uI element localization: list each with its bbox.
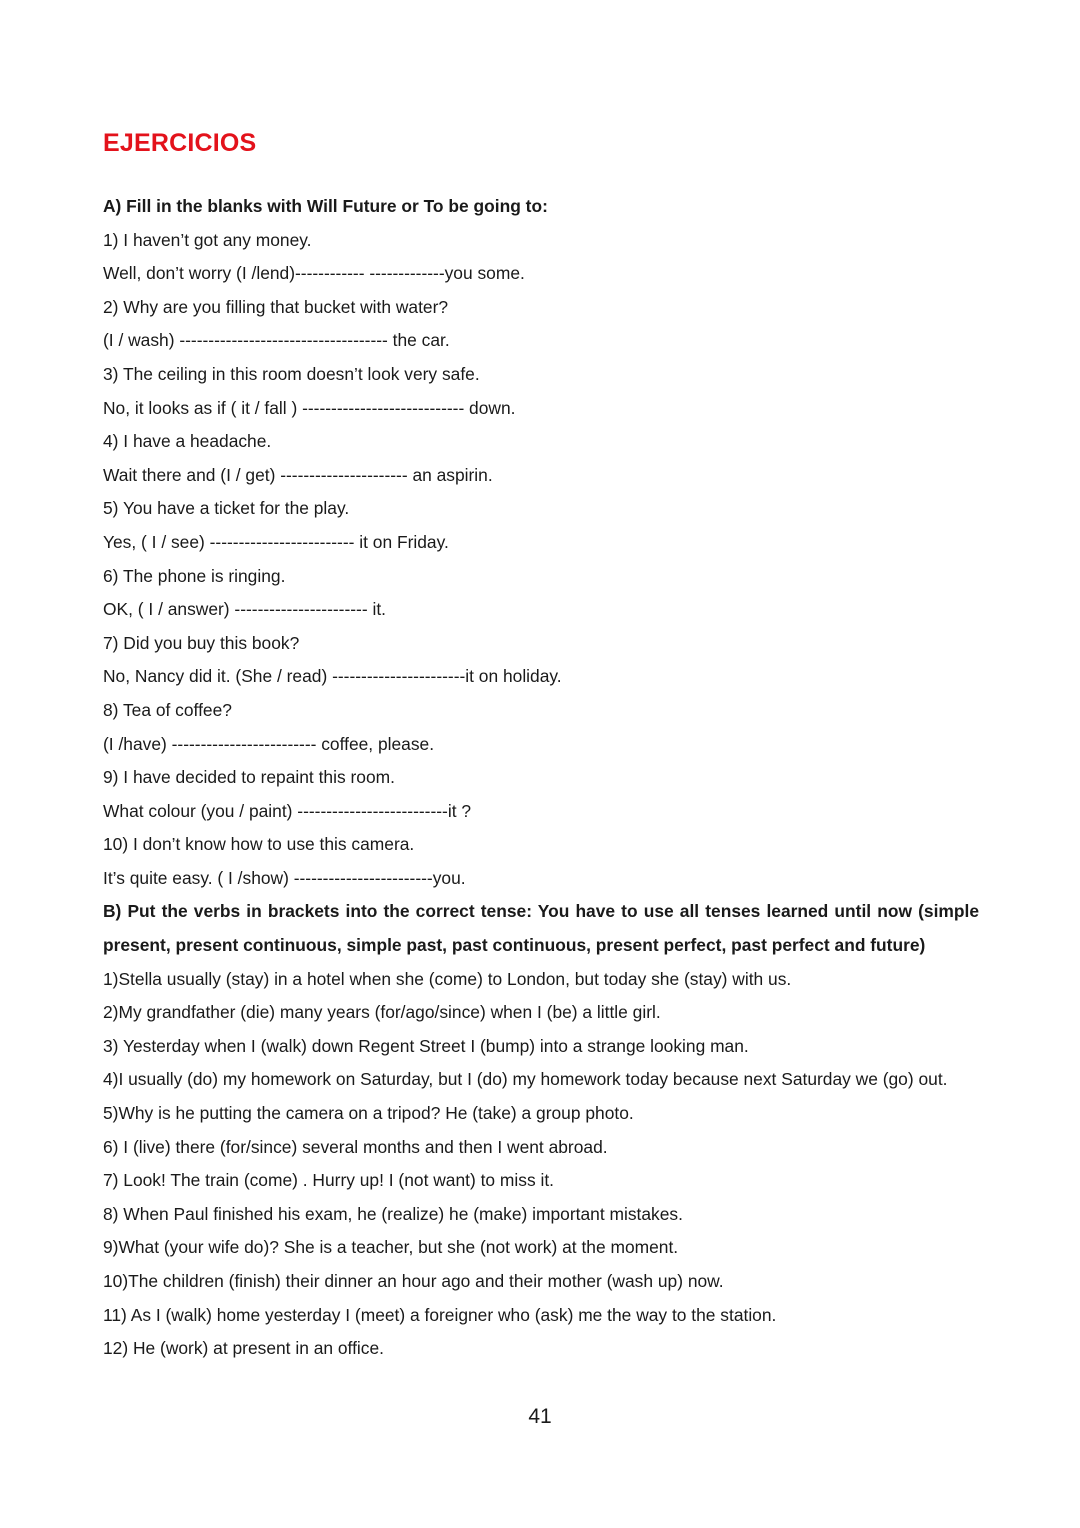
list-item: No, it looks as if ( it / fall ) ---------------------------- down. [103, 397, 516, 418]
page-number: 41 [528, 1405, 552, 1428]
list-item: 7) Look! The train (come) . Hurry up! I (not want) to miss it. [103, 1170, 555, 1191]
list-item: It’s quite easy. ( I /show) ------------------------you. [103, 867, 466, 888]
list-item: (I / wash) ------------------------------------ the car. [103, 330, 450, 351]
section-b-heading: B) Put the verbs in brackets into the correct tense: You have to use all tenses learned until now (simple present, present continuous, simple past, past continuous, present perfect, past perfect and future) [103, 901, 979, 956]
list-item: 5)Why is he putting the camera on a tripod? He (take) a group photo. [103, 1103, 634, 1124]
section-a-heading: A) Fill in the blanks with Will Future or To be going to: [103, 196, 548, 216]
list-item: 9) I have decided to repaint this room. [103, 767, 395, 788]
section-b [103, 895, 983, 1365]
list-item: 3) Yesterday when I (walk) down Regent Street I (bump) into a strange looking man. [103, 1035, 749, 1056]
list-item: No, Nancy did it. (She / read) -----------------------it on holiday. [103, 666, 562, 687]
page-title: EJERCICIOS [103, 129, 257, 157]
list-item: 6) The phone is ringing. [103, 565, 286, 586]
list-item: OK, ( I / answer) ----------------------- it. [103, 599, 386, 620]
list-item: (I /have) ------------------------- coffee, please. [103, 733, 435, 754]
list-item: 2) Why are you filling that bucket with water? [103, 296, 449, 317]
list-item: 4)I usually (do) my homework on Saturday, but I (do) my homework today because next Saturday we (go) out. [103, 1069, 948, 1090]
list-item: 11) As I (walk) home yesterday I (meet) a foreigner who (ask) me the way to the station. [103, 1304, 777, 1325]
list-item: 10)The children (finish) their dinner an hour ago and their mother (wash up) now. [103, 1271, 724, 1291]
list-item: 8) Tea of coffee? [103, 699, 232, 720]
list-item: 4) I have a headache. [103, 431, 272, 452]
list-item: 1) I haven’t got any money. [103, 229, 312, 250]
list-item: 8) When Paul finished his exam, he (realize) he (make) important mistakes. [103, 1203, 683, 1224]
list-item: 12) He (work) at present in an office. [103, 1338, 384, 1359]
list-item: Yes, ( I / see) ------------------------- it on Friday. [103, 531, 449, 552]
list-item: 10) I don’t know how to use this camera. [103, 834, 415, 855]
list-item: 7) Did you buy this book? [103, 632, 300, 653]
worksheet-page [103, 126, 983, 1366]
list-item: 9)What (your wife do)? She is a teacher, but she (not work) at the moment. [103, 1237, 679, 1258]
section-a [103, 190, 983, 895]
list-item: Well, don’t worry (I /lend)------------ -------------you some. [103, 263, 525, 284]
list-item: 1)Stella usually (stay) in a hotel when she (come) to London, but today she (stay) with us. [103, 968, 792, 989]
list-item: What colour (you / paint) --------------------------it ? [103, 800, 472, 821]
list-item: 6) I (live) there (for/since) several months and then I went abroad. [103, 1136, 608, 1157]
list-item: 2)My grandfather (die) many years (for/ago/since) when I (be) a little girl. [103, 1002, 661, 1023]
list-item: 5) You have a ticket for the play. [103, 498, 350, 519]
list-item: Wait there and (I / get) ---------------------- an aspirin. [103, 464, 493, 485]
list-item: 3) The ceiling in this room doesn’t look very safe. [103, 363, 480, 384]
